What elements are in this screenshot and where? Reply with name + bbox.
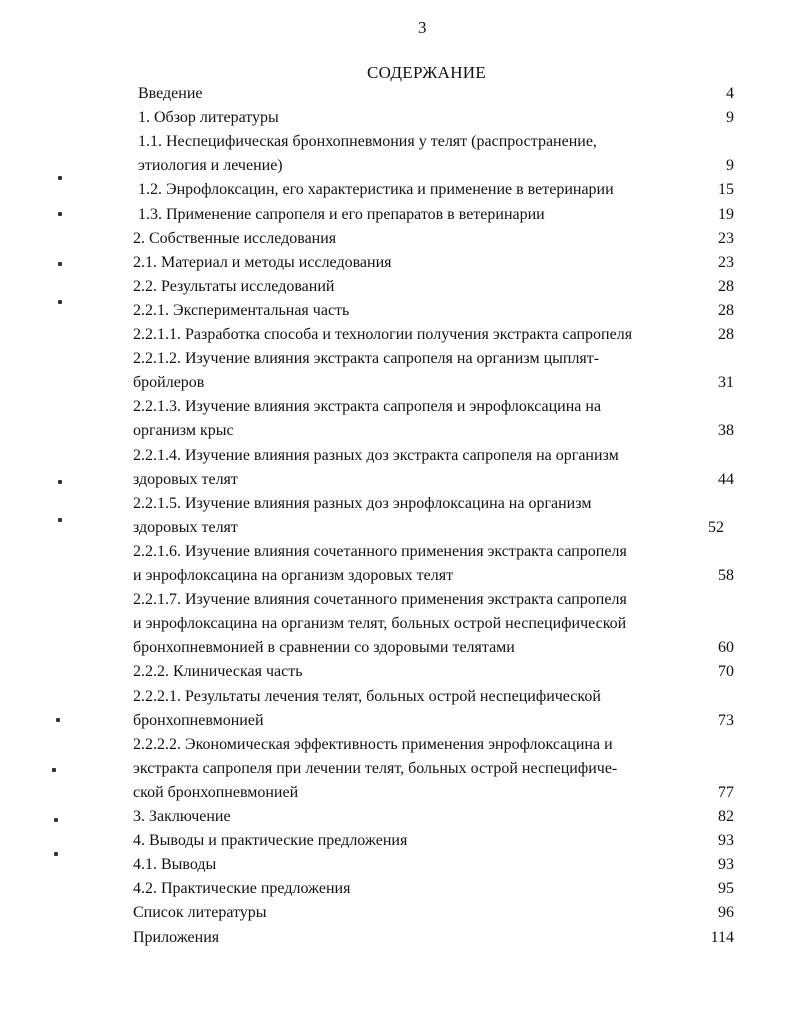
toc-page-number: 52 (708, 518, 724, 536)
toc-entry-text: 2.2.1.6. Изучение влияния сочетанного применения экстракта сапропеля (133, 542, 627, 560)
toc-entry-text: 1.2. Энрофлоксацин, его характеристика и применение в ветеринарии (138, 181, 614, 199)
toc-entry-text: Приложения (133, 928, 220, 946)
scan-speck (58, 480, 62, 484)
scan-speck (52, 768, 56, 772)
scan-speck (58, 262, 62, 266)
toc-entry-text: экстракта сапропеля при лечении телят, больных острой неспецифиче- (133, 759, 618, 777)
toc-page-number: 15 (718, 181, 734, 199)
toc-page-number: 70 (718, 663, 734, 681)
toc-entry-text: Введение (138, 85, 203, 102)
toc-page-number: 95 (718, 880, 734, 898)
toc-entry-text: 4.1. Выводы (133, 856, 217, 874)
toc-entry-text: 1.1. Неспецифическая бронхопневмония у телят (распространение, (138, 133, 597, 151)
scan-speck (58, 300, 62, 304)
toc-page-number: 9 (726, 157, 734, 175)
toc-entry-text: 1. Обзор литературы (138, 109, 279, 127)
toc-entry-text: 2. Собственные исследования (133, 229, 337, 247)
toc-page-number: 19 (718, 205, 734, 223)
toc-entry-text: 4. Выводы и практические предложения (133, 832, 408, 850)
scan-speck (54, 818, 58, 822)
toc-entry-text: 2.2.1.7. Изучение влияния сочетанного применения экстракта сапропеля (133, 591, 627, 609)
toc-entry-text: 2.2. Результаты исследований (133, 277, 335, 295)
scan-speck (58, 176, 62, 180)
toc-page-number: 44 (718, 470, 734, 488)
toc-page-number: 60 (718, 639, 734, 657)
toc-entry-text: 2.2.2. Клиническая часть (133, 663, 303, 681)
toc-page-number: 28 (718, 301, 734, 319)
toc-page-number: 31 (718, 374, 734, 392)
scan-speck (56, 718, 60, 722)
page-number: 3 (418, 18, 427, 37)
toc-entry-text: 3. Заключение (133, 808, 231, 825)
toc-page-number: 73 (718, 711, 734, 729)
scan-speck (54, 852, 58, 856)
toc-entry-text: и энрофлоксацина на организм телят, больных острой неспецифической (133, 615, 627, 633)
page-title: СОДЕРЖАНИЕ (367, 63, 487, 82)
toc-page-number: 58 (718, 567, 734, 584)
scan-speck (58, 518, 62, 522)
toc-entry-text: 2.2.1.4. Изучение влияния разных доз экстракта сапропеля на организм (133, 446, 619, 464)
toc-entry-text: бронхопневмонией (133, 711, 264, 729)
toc-entry-text: бронхопневмонией в сравнении со здоровыми телятами (133, 639, 515, 657)
toc-entry-text: 2.2.1. Экспериментальная часть (133, 301, 350, 319)
toc-entry-text: 1.3. Применение сапропеля и его препаратов в ветеринарии (138, 205, 545, 223)
toc-entry-text: ской бронхопневмонией (133, 783, 299, 801)
scan-speck (58, 212, 62, 216)
toc-entry-text: бройлеров (133, 374, 205, 392)
toc-entry-text: 2.2.2.2. Экономическая эффективность применения энрофлоксацина и (133, 735, 613, 753)
toc-page-number: 77 (718, 783, 734, 801)
toc-entry-text: 2.2.1.3. Изучение влияния экстракта сапропеля и энрофлоксацина на (133, 398, 602, 416)
toc-page-number: 28 (718, 326, 734, 343)
toc-entry-text: 2.2.1.2. Изучение влияния экстракта сапропеля на организм цыплят- (133, 350, 600, 368)
toc-entry-text: здоровых телят (133, 470, 238, 488)
toc-page-number: 28 (718, 277, 734, 295)
toc-entry-text: 2.2.1.1. Разработка способа и технологии получения экстракта сапропеля (133, 326, 633, 343)
toc-page-number: 23 (718, 229, 734, 247)
toc-page-number: 82 (718, 808, 734, 825)
toc-page-number: 93 (718, 832, 734, 850)
toc-page-number: 23 (718, 253, 734, 271)
toc-entry-text: и энрофлоксацина на организм здоровых телят (133, 567, 454, 584)
toc-entry-text: 2.2.1.5. Изучение влияния разных доз энрофлоксацина на организм (133, 494, 592, 512)
toc-page-number: 93 (718, 856, 734, 874)
toc-entry-text: 2.2.2.1. Результаты лечения телят, больных острой неспецифической (133, 687, 601, 705)
toc-page-number: 4 (726, 85, 734, 102)
toc-entry-text: этиология и лечение) (138, 157, 283, 175)
toc-entry-text: здоровых телят (133, 518, 238, 536)
toc-page-number: 114 (710, 928, 734, 946)
toc-page-number: 9 (726, 109, 734, 127)
toc-entry-text: 4.2. Практические предложения (133, 880, 351, 898)
toc-page-number: 38 (718, 422, 734, 440)
toc-entry-text: организм крыс (133, 422, 234, 440)
toc-entry-text: Список литературы (133, 904, 267, 922)
toc-entry-text: 2.1. Материал и методы исследования (133, 253, 392, 271)
toc-page-number: 96 (718, 904, 734, 922)
